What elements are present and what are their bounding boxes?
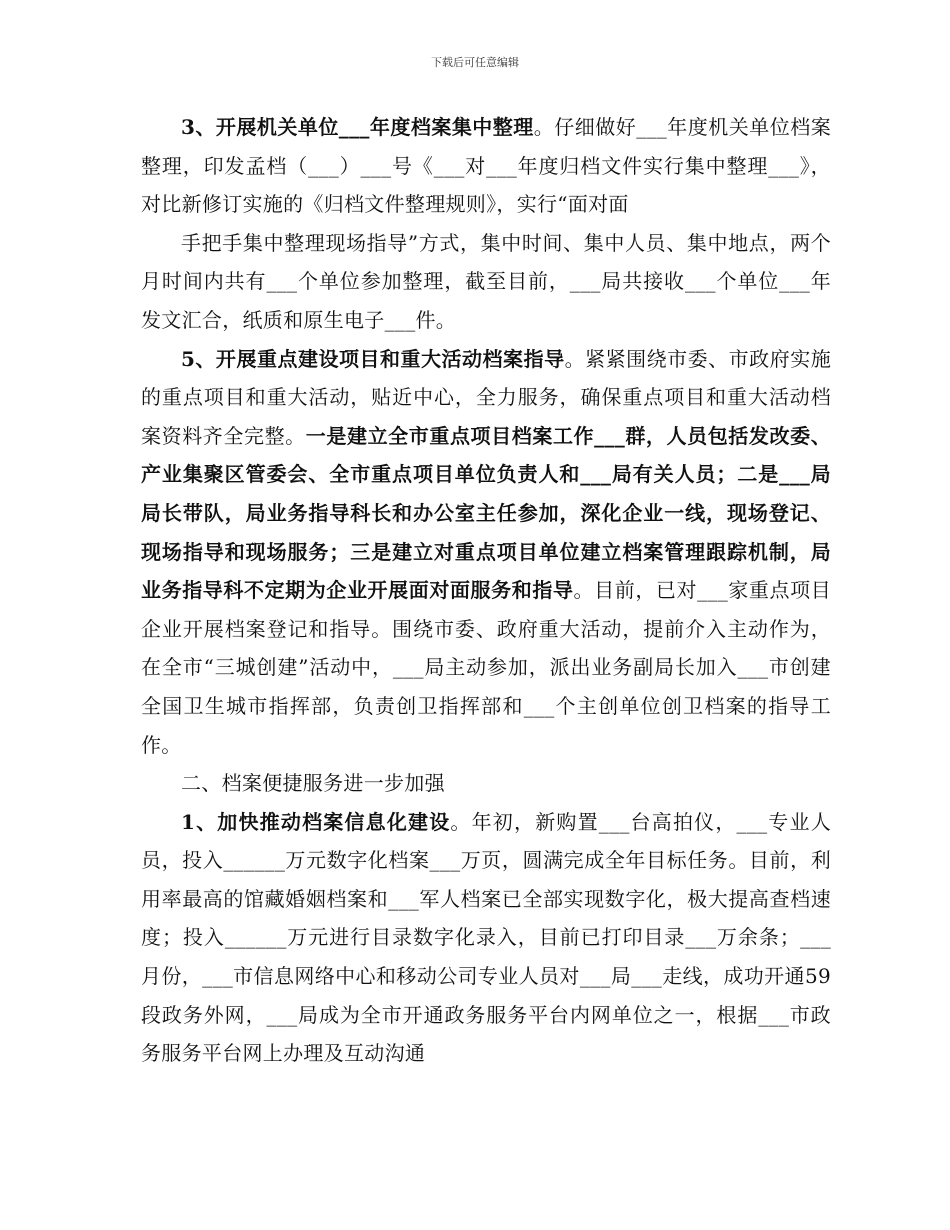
paragraph-digitization bbox=[141, 803, 831, 1073]
paragraph-text: 。仔细做好___年度机关单位档案整理，印发孟档（___）___号《___对___年度归档文件实行集中整理___》，对比新修订实施的《归档文件整理规则》，实行“面对面 bbox=[141, 115, 831, 217]
paragraph-heading: 5、开展重点建设项目和重大活动档案指导 bbox=[181, 346, 565, 371]
paragraph-text: 手把手集中整理现场指导”方式，集中时间、集中人员、集中地点，两个月时间内共有___个单位参加整理，截至目前，___局共接收___个单位___年发文汇合，纸质和原生电子___件。 bbox=[141, 230, 831, 332]
paragraph-archive-organization bbox=[141, 108, 831, 224]
paragraph-heading: 1、加快推动档案信息化建设 bbox=[181, 809, 451, 834]
paragraph-text: 。紧紧围绕市委、市政府实施的重点项目和重大活动，贴近中心，全力服务，确保重点项目和重大活动档案资料齐全完整。 bbox=[141, 346, 831, 448]
paragraph-continuation bbox=[141, 224, 831, 340]
paragraph-text: 。年初，新购置___台高拍仪，___专业人员，投入______万元数字化档案___万页，圆满完成全年目标任务。目前，利用率最高的馆藏婚姻档案和___军人档案已全部实现数字化，极大提高查档速度；投入______万元进行目录数字化录入，目前已打印目录___万余条；___月份，___市信息网络中心和移动公司专业人员对___局___走线，成功开通59段政务外网，___局成为全市开通政务服务平台内网单位之一，根据___市政务服务平台网上办理及互动沟通 bbox=[141, 809, 831, 1066]
paragraph-bold-text: 一是建立全市重点项目档案工作___群，人员包括发改委、产业集聚区管委会、全市重点项目单位负责人和___局有关人员；二是___局局长带队，局业务指导科长和办公室主任参加，深化企业一线，现场登记、现场指导和现场服务；三是建立对重点项目单位建立档案管理跟踪机制，局业务指导科不定期为企业开展面对面服务和指导 bbox=[141, 423, 831, 603]
document-body bbox=[141, 108, 831, 1073]
paragraph-heading: 3、开展机关单位___年度档案集中整理 bbox=[181, 115, 534, 139]
section-heading bbox=[141, 764, 831, 803]
section-heading-text: 二、档案便捷服务进一步加强 bbox=[181, 771, 445, 796]
page-header-note: 下载后可任意编辑 bbox=[431, 56, 519, 69]
paragraph-key-projects bbox=[141, 340, 831, 765]
paragraph-text: 。目前，已对___家重点项目企业开展档案登记和指导。围绕市委、政府重大活动，提前介入主动作为，在全市“三城创建”活动中，___局主动参加，派出业务副局长加入___市创建全国卫生城市指挥部，负责创卫指挥部和___个主创单位创卫档案的指导工作。 bbox=[141, 578, 831, 757]
